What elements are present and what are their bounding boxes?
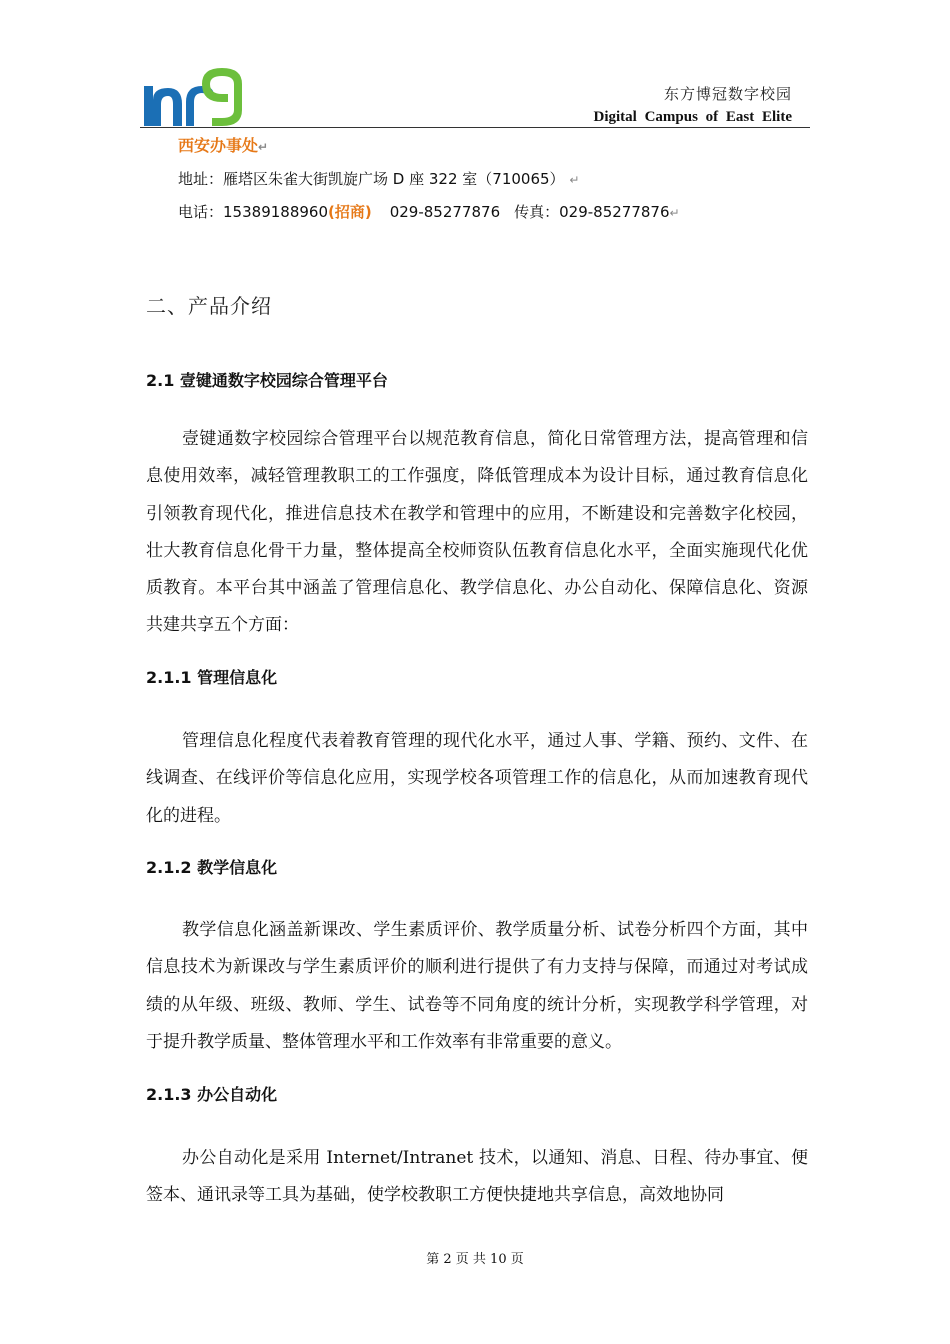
address-value: 雁塔区朱雀大街凯旋广场 D 座 322 室（710065） <box>223 170 565 188</box>
heading-2-1: 2.1 壹键通数字校园综合管理平台 <box>146 371 388 390</box>
office-address: 地址：雁塔区朱雀大街凯旋广场 D 座 322 室（710065） ↵ <box>178 170 580 188</box>
heading-2-1-3: 2.1.3 办公自动化 <box>146 1085 278 1104</box>
page-number: 第 2 页 共 10 页 <box>426 1252 524 1267</box>
phone-label: 电话： <box>178 203 224 221</box>
header-company-en: Digital Campus of East Elite <box>593 109 792 125</box>
header-company-cn: 东方博冠数字校园 <box>663 85 792 103</box>
office-phone: 电话：15389188960(招商) 029-85277876 传真：029-85277876↵ <box>178 203 680 221</box>
company-logo <box>142 66 246 128</box>
fax-value: 029-85277876 <box>559 203 670 221</box>
phone-tag: (招商) <box>328 203 372 221</box>
phone2-value: 029-85277876 <box>389 203 501 221</box>
header-divider <box>140 127 810 128</box>
fax-label: 传真： <box>514 203 560 221</box>
paragraph-2-1: 壹键通数字校园综合管理平台以规范教育信息，简化日常管理方法，提高管理和信息使用效率，减轻管理教职工的工作强度，降低管理成本为设计目标，通过教育信息化引领教育现代化，推进信息技术在教学和管理中的应用，不断建设和完善数字化校园，壮大教育信息化骨干力量，整体提高全校师资队伍教育信息化水平，全面实施现代化优质教育。本平台其中涵盖了管理信息化、教学信息化、办公自动化、保障信息化、资源共建共享五个方面： <box>146 429 808 636</box>
header-branding <box>593 84 792 128</box>
phone-value: 15389188960 <box>223 203 328 221</box>
paragraph-2-1-2: 教学信息化涵盖新课改、学生素质评价、教学质量分析、试卷分析四个方面，其中信息技术为新课改与学生素质评价的顺利进行提供了有力支持与保障，而通过对考试成绩的从年级、班级、教师、学生、试卷等不同角度的统计分析，实现教学科学管理，对于提升教学质量、整体管理水平和工作效率有非常重要的意义。 <box>146 920 808 1052</box>
heading-2-1-1: 2.1.1 管理信息化 <box>146 668 278 687</box>
paragraph-2-1-1: 管理信息化程度代表着教育管理的现代化水平，通过人事、学籍、预约、文件、在线调查、在线评价等信息化应用，实现学校各项管理工作的信息化，从而加速教育现代化的进程。 <box>146 731 808 826</box>
paragraph-2-1-3: 办公自动化是采用 Internet/Intranet 技术，以通知、消息、日程、待办事宜、便签本、通讯录等工具为基础，使学校教职工方便快捷地共享信息，高效地协同 <box>146 1148 808 1206</box>
section-title: 二、产品介绍 <box>146 294 272 318</box>
address-label: 地址： <box>178 170 224 188</box>
heading-2-1-2: 2.1.2 教学信息化 <box>146 858 278 877</box>
office-title: 西安办事处↵ <box>178 136 269 155</box>
